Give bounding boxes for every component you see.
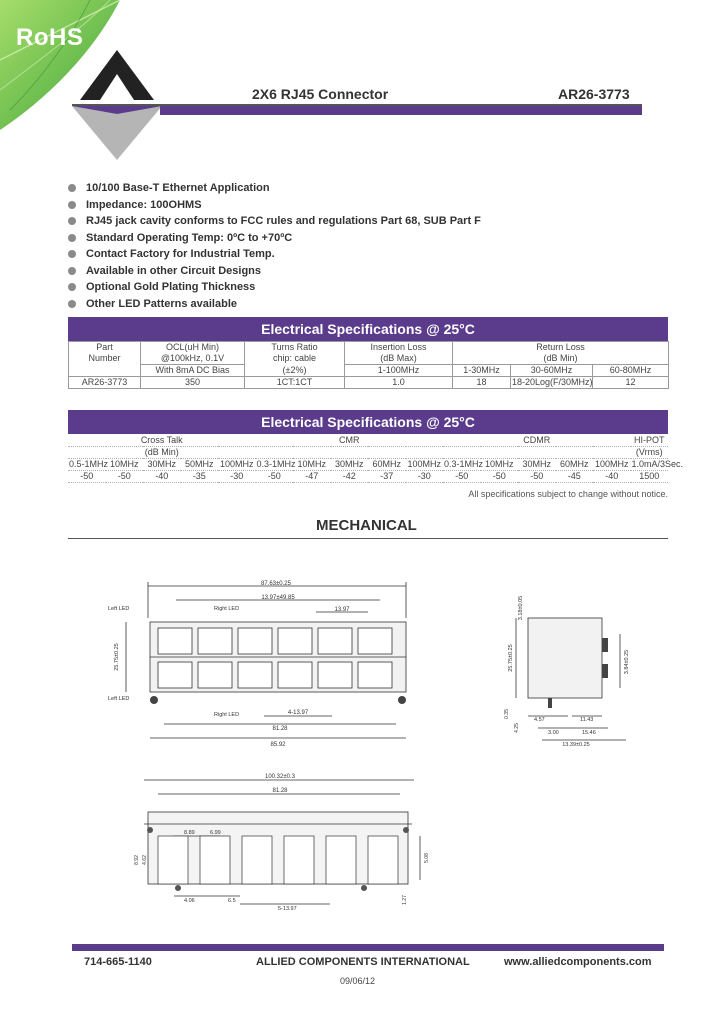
value: -30: [218, 471, 256, 483]
bottom-view-drawing: [130, 770, 450, 930]
value: -50: [518, 471, 556, 483]
freq: 1.0mA/3Sec.: [631, 459, 684, 469]
h-ret2: (dB Min): [453, 353, 669, 365]
value: -35: [181, 471, 219, 483]
freq: 10MHz: [106, 459, 144, 471]
front-d-port: 13.97: [334, 607, 350, 613]
row-ret-c: 12: [593, 377, 669, 389]
feature-item: Standard Operating Temp: 0ºC to +70ºC: [68, 230, 481, 247]
s-ins-a: 1-100MHz: [345, 365, 453, 377]
h-ocl2: @100kHz, 0.1V: [141, 353, 245, 365]
front-d-pins: 81.28: [272, 726, 288, 732]
g-crosstalk: Cross Talk: [68, 435, 256, 447]
h-ins1: Insertion Loss: [345, 342, 453, 354]
row-ocl: 350: [141, 377, 245, 389]
feature-item: Optional Gold Plating Thickness: [68, 279, 481, 296]
bottom-d-c: 8.89: [184, 830, 195, 836]
value: -50: [443, 471, 481, 483]
value: 1500: [631, 471, 669, 483]
side-d-height: 25.75±0.25: [508, 644, 514, 672]
feature-item: Impedance: 100OHMS: [68, 197, 481, 214]
bottom-d-e: 4.06: [184, 898, 195, 904]
s-ret-a: 1-30MHz: [453, 365, 511, 377]
mechanical-title: MECHANICAL: [316, 517, 417, 534]
side-d-e: 0.35: [504, 709, 510, 719]
spec-table-1: [68, 341, 669, 389]
side-d-top: 3.18±0.05: [518, 595, 524, 621]
h-turns2: chip: cable: [245, 353, 345, 365]
front-led-right-2: Right LED: [214, 712, 240, 718]
freq: 100MHz: [594, 459, 629, 469]
freq: 60MHz: [368, 459, 406, 471]
spec-table-1-title: Electrical Specifications @ 25°C: [68, 317, 668, 341]
s-ret-c: 60-80MHz: [593, 365, 669, 377]
value: -37: [368, 471, 406, 483]
value: -50: [106, 471, 144, 483]
feature-item: 10/100 Base-T Ethernet Application: [68, 180, 481, 197]
row-ins: 1.0: [345, 377, 453, 389]
freq: 30MHz: [331, 459, 369, 471]
value: -50: [68, 471, 106, 483]
side-d-f: 4.25: [514, 723, 520, 733]
value: -40: [143, 471, 181, 483]
bottom-d-b: 6.99: [210, 830, 221, 836]
side-d-pin: 3.84±0.25: [624, 649, 630, 675]
g-cmr: CMR: [256, 435, 444, 447]
side-view-drawing: [488, 578, 658, 750]
document-title: 2X6 RJ45 Connector: [252, 86, 389, 102]
mechanical-rule: [68, 538, 668, 539]
value: -42: [331, 471, 369, 483]
row-part: AR26-3773: [69, 377, 141, 389]
footer-company: ALLIED COMPONENTS INTERNATIONAL: [256, 956, 470, 968]
footer-url[interactable]: www.alliedcomponents.com: [504, 956, 652, 968]
front-led-left-2: Left LED: [108, 696, 130, 702]
freq: 30MHz: [143, 459, 181, 471]
bottom-d-g: 5-13.97: [278, 906, 297, 912]
value: -30: [406, 471, 444, 483]
front-view-drawing: [80, 578, 440, 750]
front-led-right: Right LED: [214, 606, 240, 612]
value: -50: [481, 471, 519, 483]
h-ret1: Return Loss: [453, 342, 669, 354]
h-number: Number: [69, 353, 141, 365]
bottom-d-i: 5.08: [424, 853, 430, 863]
freq: 10MHz: [481, 459, 519, 471]
bottom-d-f: 6.5: [228, 898, 236, 904]
bottom-d-total: 100.32±0.3: [265, 774, 295, 780]
freq: 60MHz: [556, 459, 594, 471]
g-hipot: HI-POT: [631, 435, 669, 447]
spec-table-2: [68, 435, 684, 483]
row-turns: 1CT:1CT: [245, 377, 345, 389]
bottom-d-a: 8.92: [134, 855, 140, 865]
side-d-b: 11.43: [580, 717, 594, 723]
g-crosstalk-units: (dB Min): [68, 447, 256, 459]
h-turns3: (±2%): [245, 365, 345, 377]
freq: 0.3-1MHz: [256, 459, 296, 469]
freq: 30MHz: [518, 459, 556, 471]
front-d-height: 25.75±0.25: [114, 643, 120, 671]
spec-table-2-title: Electrical Specifications @ 25°C: [68, 410, 668, 434]
row-ret-b: 18-20Log(F/30MHz): [512, 377, 593, 387]
feature-item: Contact Factory for Industrial Temp.: [68, 246, 481, 263]
feature-list: [68, 180, 481, 312]
freq: 100MHz: [219, 459, 254, 469]
front-d-bottom-pitch: 4-13.97: [287, 710, 309, 716]
s-ret-b: 30-60MHz: [511, 365, 593, 377]
h-turns1: Turns Ratio: [245, 342, 345, 354]
side-d-c: 3.00: [548, 730, 559, 736]
header-band: [160, 106, 642, 115]
feature-item: RJ45 jack cavity conforms to FCC rules and regulations Part 68, SUB Part F: [68, 213, 481, 230]
part-number: AR26-3773: [558, 86, 630, 102]
side-d-a: 4.57: [534, 717, 545, 723]
row-ret-a: 18: [453, 377, 511, 389]
side-d-depth: 13.39±0.25: [562, 742, 590, 748]
g-vrms: (Vrms): [631, 447, 669, 459]
front-d-total: 87.63±0.25: [261, 581, 291, 587]
front-d-pitch: 13.97±49.85: [261, 595, 295, 601]
h-ins2: (dB Max): [345, 353, 453, 365]
freq: 10MHz: [293, 459, 331, 471]
front-d-base: 85.92: [270, 742, 286, 748]
company-logo: [72, 44, 162, 160]
freq: 50MHz: [181, 459, 219, 471]
freq: 0.3-1MHz: [444, 459, 484, 469]
feature-item: Available in other Circuit Designs: [68, 263, 481, 280]
footer-band: [72, 944, 664, 951]
side-d-d: 15.46: [582, 730, 596, 736]
spec-note: All specifications subject to change without notice.: [468, 489, 668, 499]
bottom-d-d: 4.62: [142, 855, 148, 865]
h-ocl1: OCL(uH Min): [141, 342, 245, 354]
h-part: Part: [69, 342, 141, 354]
footer-date: 09/06/12: [340, 976, 376, 986]
freq: 100MHz: [407, 459, 441, 469]
rohs-label: RoHS: [16, 24, 84, 51]
bottom-d-pins: 81.28: [272, 788, 288, 794]
freq: 0.5-1MHz: [69, 459, 109, 469]
g-cdmr: CDMR: [443, 435, 631, 447]
value: -50: [256, 471, 294, 483]
front-led-left: Left LED: [108, 606, 130, 612]
footer-phone: 714-665-1140: [84, 956, 152, 968]
h-ocl3: With 8mA DC Bias: [141, 365, 245, 377]
value: -40: [593, 471, 631, 483]
value: -45: [556, 471, 594, 483]
bottom-d-h: 1.27: [402, 895, 408, 905]
feature-item: Other LED Patterns available: [68, 296, 481, 313]
value: -47: [293, 471, 331, 483]
